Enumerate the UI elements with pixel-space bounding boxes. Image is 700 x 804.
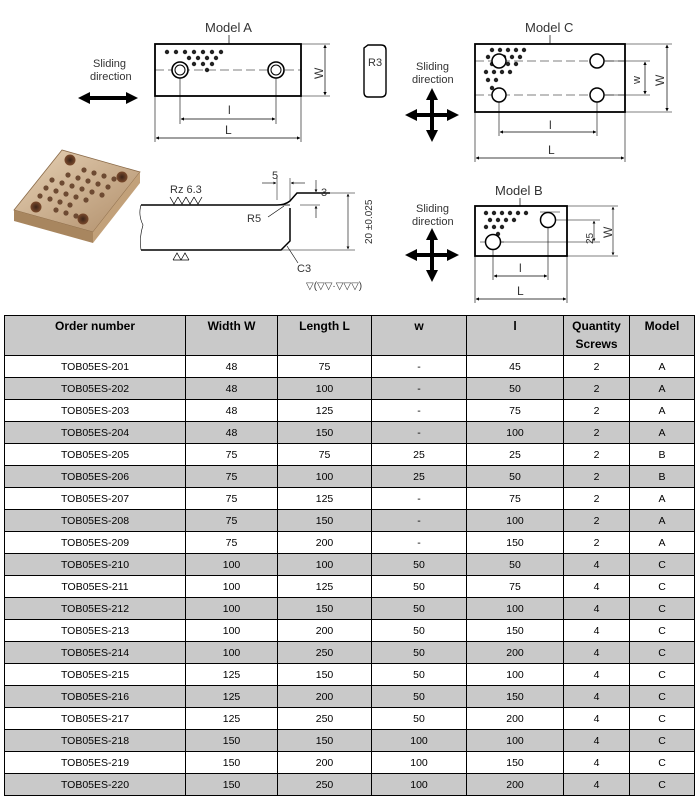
l-cell: 50 <box>467 554 564 576</box>
sliding-label-a-2: direction <box>90 71 132 83</box>
header-length-l: Length L <box>278 316 372 356</box>
length-cell: 100 <box>278 554 372 576</box>
w-cell: 50 <box>372 686 467 708</box>
model-a-l-label: l <box>228 103 231 117</box>
width-cell: 150 <box>186 752 278 774</box>
length-cell: 125 <box>278 400 372 422</box>
length-cell: 250 <box>278 774 372 796</box>
roughness-label: Rz 6.3 <box>170 184 202 196</box>
screws-cell: 4 <box>564 774 630 796</box>
model-cell: B <box>630 444 695 466</box>
order-number-cell: TOB05ES-216 <box>5 686 186 708</box>
order-number-cell: TOB05ES-203 <box>5 400 186 422</box>
width-cell: 75 <box>186 532 278 554</box>
screws-cell: 4 <box>564 730 630 752</box>
screws-cell: 2 <box>564 400 630 422</box>
w-cell: 50 <box>372 664 467 686</box>
technical-drawing <box>0 0 700 316</box>
width-cell: 150 <box>186 730 278 752</box>
header-model: Model <box>630 316 695 356</box>
height-label: 20 ±0.025 <box>364 199 375 244</box>
screws-cell: 4 <box>564 576 630 598</box>
model-cell: C <box>630 620 695 642</box>
l-cell: 75 <box>467 488 564 510</box>
sliding-label-c-1: Sliding <box>416 61 450 73</box>
order-number-cell: TOB05ES-214 <box>5 642 186 664</box>
model-a-L-label: L <box>225 123 232 137</box>
order-number-cell: TOB05ES-211 <box>5 576 186 598</box>
header-width-w: Width W <box>186 316 278 356</box>
w-cell: - <box>372 356 467 378</box>
screws-cell: 4 <box>564 708 630 730</box>
order-number-cell: TOB05ES-204 <box>5 422 186 444</box>
screws-cell: 2 <box>564 466 630 488</box>
order-number-cell: TOB05ES-215 <box>5 664 186 686</box>
model-a-title: Model A <box>205 20 252 35</box>
w-cell: 50 <box>372 576 467 598</box>
table-row <box>5 752 695 774</box>
order-number-cell: TOB05ES-207 <box>5 488 186 510</box>
model-cell: A <box>630 356 695 378</box>
sliding-label-b-1: Sliding <box>416 203 450 215</box>
table-row <box>5 422 695 444</box>
product-photo <box>14 150 140 243</box>
screws-cell: 2 <box>564 444 630 466</box>
l-cell: 200 <box>467 708 564 730</box>
table-row <box>5 620 695 642</box>
sliding-label-b-2: direction <box>412 216 454 228</box>
model-cell: C <box>630 598 695 620</box>
model-cell: C <box>630 752 695 774</box>
table-row <box>5 356 695 378</box>
model-cell: C <box>630 554 695 576</box>
w-cell: 50 <box>372 642 467 664</box>
model-c-title: Model C <box>525 20 574 35</box>
sliding-label-c-2: direction <box>412 74 454 86</box>
table-row <box>5 598 695 620</box>
screws-cell: 4 <box>564 752 630 774</box>
l-cell: 100 <box>467 510 564 532</box>
table-row <box>5 708 695 730</box>
dim-3-label: 3 <box>321 187 328 199</box>
profile-detail <box>140 170 375 292</box>
width-cell: 48 <box>186 400 278 422</box>
header-small-l: l <box>467 316 564 356</box>
model-b-l-label: l <box>519 261 522 275</box>
table-row <box>5 466 695 488</box>
model-b-25-label: 25 <box>585 232 596 244</box>
order-number-cell: TOB05ES-208 <box>5 510 186 532</box>
l-cell: 45 <box>467 356 564 378</box>
l-cell: 75 <box>467 576 564 598</box>
order-number-cell: TOB05ES-202 <box>5 378 186 400</box>
order-number-cell: TOB05ES-205 <box>5 444 186 466</box>
table-row <box>5 554 695 576</box>
table-row <box>5 664 695 686</box>
width-cell: 75 <box>186 510 278 532</box>
w-cell: - <box>372 422 467 444</box>
l-cell: 150 <box>467 752 564 774</box>
length-cell: 100 <box>278 378 372 400</box>
width-cell: 100 <box>186 576 278 598</box>
sliding-label-a-1: Sliding <box>93 58 127 70</box>
order-number-cell: TOB05ES-217 <box>5 708 186 730</box>
l-cell: 50 <box>467 378 564 400</box>
l-cell: 150 <box>467 620 564 642</box>
table-body <box>5 356 695 796</box>
model-cell: C <box>630 642 695 664</box>
l-cell: 75 <box>467 400 564 422</box>
length-cell: 250 <box>278 642 372 664</box>
screws-cell: 4 <box>564 642 630 664</box>
model-cell: C <box>630 664 695 686</box>
header-quantity-screws: Quantity Screws <box>564 316 630 356</box>
model-cell: C <box>630 730 695 752</box>
l-cell: 150 <box>467 686 564 708</box>
width-cell: 150 <box>186 774 278 796</box>
model-c-l-label: l <box>549 118 552 132</box>
table-header-row <box>5 316 695 356</box>
model-c-L-label: L <box>548 143 555 157</box>
model-cell: A <box>630 488 695 510</box>
length-cell: 150 <box>278 510 372 532</box>
length-cell: 150 <box>278 730 372 752</box>
length-cell: 100 <box>278 466 372 488</box>
model-a-w-label: W <box>312 67 326 79</box>
screws-cell: 2 <box>564 356 630 378</box>
order-number-cell: TOB05ES-209 <box>5 532 186 554</box>
table-row <box>5 378 695 400</box>
screws-cell: 4 <box>564 598 630 620</box>
radius-r5-label: R5 <box>247 213 262 225</box>
w-cell: 50 <box>372 598 467 620</box>
length-cell: 200 <box>278 686 372 708</box>
l-cell: 100 <box>467 598 564 620</box>
length-cell: 125 <box>278 576 372 598</box>
screws-cell: 4 <box>564 554 630 576</box>
dim-5-label: 5 <box>272 170 279 182</box>
w-cell: - <box>372 400 467 422</box>
l-cell: 50 <box>467 466 564 488</box>
header-small-w: w <box>372 316 467 356</box>
model-c-w-small-label: w <box>631 76 643 84</box>
model-c-drawing <box>405 20 672 162</box>
table-row <box>5 686 695 708</box>
model-cell: A <box>630 422 695 444</box>
table-row <box>5 774 695 796</box>
w-cell: 50 <box>372 708 467 730</box>
model-cell: C <box>630 686 695 708</box>
model-b-L-label: L <box>517 284 524 298</box>
length-cell: 150 <box>278 664 372 686</box>
l-cell: 150 <box>467 532 564 554</box>
width-cell: 75 <box>186 444 278 466</box>
order-number-cell: TOB05ES-201 <box>5 356 186 378</box>
model-a-drawing <box>78 20 330 142</box>
model-cell: B <box>630 466 695 488</box>
length-cell: 200 <box>278 620 372 642</box>
order-table <box>4 315 695 796</box>
chamfer-label: C3 <box>297 263 312 275</box>
width-cell: 100 <box>186 642 278 664</box>
length-cell: 75 <box>278 444 372 466</box>
width-cell: 75 <box>186 488 278 510</box>
l-cell: 200 <box>467 642 564 664</box>
screws-cell: 2 <box>564 510 630 532</box>
model-cell: A <box>630 510 695 532</box>
table-row <box>5 488 695 510</box>
model-b-title: Model B <box>495 183 543 198</box>
width-cell: 75 <box>186 466 278 488</box>
w-cell: 25 <box>372 444 467 466</box>
header-order-number: Order number <box>5 316 186 356</box>
length-cell: 200 <box>278 532 372 554</box>
length-cell: 150 <box>278 598 372 620</box>
width-cell: 48 <box>186 356 278 378</box>
screws-cell: 2 <box>564 422 630 444</box>
screw-hole-left <box>172 62 188 78</box>
model-cell: C <box>630 576 695 598</box>
width-cell: 100 <box>186 620 278 642</box>
order-number-cell: TOB05ES-220 <box>5 774 186 796</box>
model-cell: A <box>630 400 695 422</box>
width-cell: 100 <box>186 554 278 576</box>
screws-cell: 2 <box>564 488 630 510</box>
order-number-cell: TOB05ES-218 <box>5 730 186 752</box>
l-cell: 100 <box>467 664 564 686</box>
model-cell: A <box>630 378 695 400</box>
length-cell: 75 <box>278 356 372 378</box>
width-cell: 125 <box>186 664 278 686</box>
table-row <box>5 510 695 532</box>
width-cell: 48 <box>186 422 278 444</box>
model-cell: A <box>630 532 695 554</box>
w-cell: 100 <box>372 730 467 752</box>
table-row <box>5 642 695 664</box>
width-cell: 48 <box>186 378 278 400</box>
model-b-w-label: W <box>601 226 615 238</box>
order-number-cell: TOB05ES-206 <box>5 466 186 488</box>
width-cell: 125 <box>186 708 278 730</box>
screws-cell: 4 <box>564 620 630 642</box>
table-row <box>5 444 695 466</box>
model-cell: C <box>630 708 695 730</box>
table-row <box>5 730 695 752</box>
length-cell: 125 <box>278 488 372 510</box>
screws-cell: 4 <box>564 664 630 686</box>
width-cell: 125 <box>186 686 278 708</box>
edge-radius-detail <box>364 45 386 97</box>
w-cell: 50 <box>372 554 467 576</box>
order-number-cell: TOB05ES-210 <box>5 554 186 576</box>
length-cell: 150 <box>278 422 372 444</box>
edge-radius-label: R3 <box>368 57 383 69</box>
w-cell: - <box>372 532 467 554</box>
l-cell: 200 <box>467 774 564 796</box>
width-cell: 100 <box>186 598 278 620</box>
length-cell: 250 <box>278 708 372 730</box>
model-c-w-label: W <box>653 74 667 86</box>
model-cell: C <box>630 774 695 796</box>
table-row <box>5 532 695 554</box>
screws-cell: 2 <box>564 378 630 400</box>
surface-symbol: ▽(▽▽·▽▽▽) <box>306 281 363 292</box>
sliding-arrow-cross-c <box>405 88 459 142</box>
screws-cell: 2 <box>564 532 630 554</box>
w-cell: 25 <box>372 466 467 488</box>
order-number-cell: TOB05ES-219 <box>5 752 186 774</box>
l-cell: 100 <box>467 422 564 444</box>
sliding-arrow-cross-b <box>405 228 459 282</box>
w-cell: - <box>372 510 467 532</box>
table-row <box>5 400 695 422</box>
order-number-cell: TOB05ES-213 <box>5 620 186 642</box>
length-cell: 200 <box>278 752 372 774</box>
w-cell: 100 <box>372 752 467 774</box>
model-b-drawing <box>405 183 618 303</box>
w-cell: - <box>372 488 467 510</box>
w-cell: - <box>372 378 467 400</box>
w-cell: 100 <box>372 774 467 796</box>
w-cell: 50 <box>372 620 467 642</box>
table-row <box>5 576 695 598</box>
screws-cell: 4 <box>564 686 630 708</box>
order-number-cell: TOB05ES-212 <box>5 598 186 620</box>
l-cell: 100 <box>467 730 564 752</box>
screw-hole-right <box>268 62 284 78</box>
sliding-arrow-horizontal <box>78 92 138 104</box>
l-cell: 25 <box>467 444 564 466</box>
